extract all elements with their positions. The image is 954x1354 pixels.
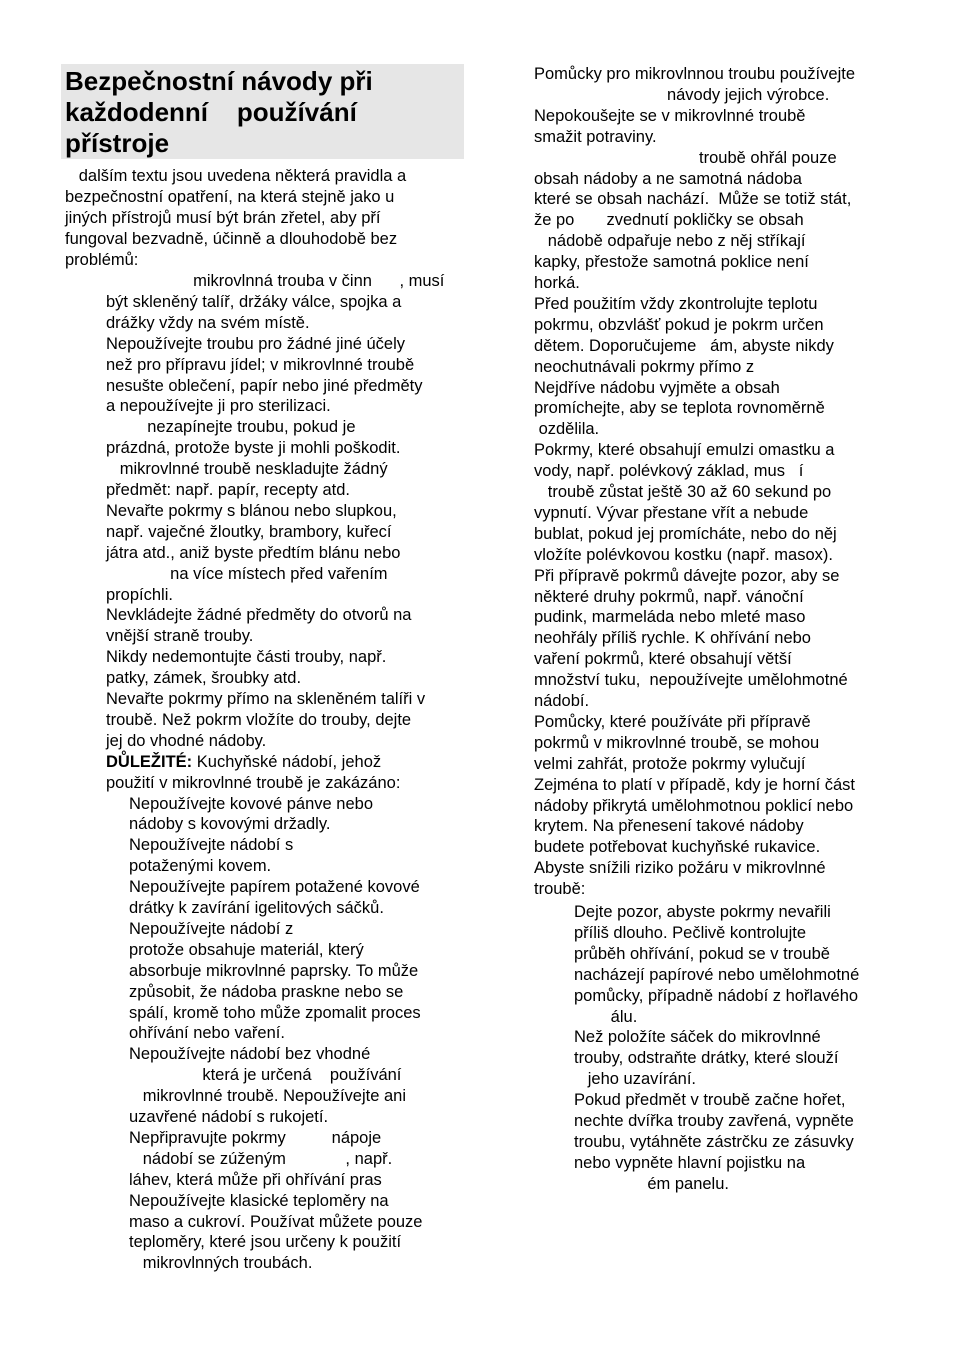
right-line: ozdělila. (534, 420, 600, 439)
list-item-line: např. vaječné žloutky, brambory, kuřecí (106, 522, 392, 541)
list-item-line: vnější straně trouby. (106, 627, 254, 646)
list-item-line: Nepoužívejte troubu pro žádné jiné účely (106, 334, 406, 353)
sub-item-line: mikrovlnné troubě. Nepoužívejte ani (129, 1087, 406, 1106)
right-line: neochutnávali pokrmy přímo z (534, 357, 755, 376)
important-line: použití v mikrovlnné troubě je zakázáno: (106, 773, 401, 792)
right-line: Při přípravě pokrmů dávejte pozor, aby se (534, 566, 840, 585)
sub-item-line: Nepoužívejte papírem potažené kovové (129, 878, 420, 897)
right-line: kapky, přestože samotná poklice není (534, 253, 809, 272)
sub-item-line: Nepřipravujte pokrmy nápoje (129, 1128, 382, 1147)
right-line: vložíte polévkovou kostku (např. masox). (534, 545, 833, 564)
list-item-line: nezapínejte troubu, pokud je (106, 418, 356, 437)
sub-item-line: maso a cukroví. Používat můžete pouze (129, 1212, 423, 1231)
right-line: pokrmu, obzvlášť pokud je pokrm určen (534, 315, 824, 334)
list-item-line: drážky vždy na svém místě. (106, 313, 310, 332)
list-item-line: na více místech před vařením (106, 564, 388, 583)
right-line: bublat, pokud jej promícháte, nebo do něj (534, 524, 837, 543)
right-line: obsah nádoby a ne samotná nádoba (534, 169, 802, 188)
right-line: krytem. Na přenesení takové nádoby (534, 817, 804, 836)
right-line: Nejdříve nádobu vyjměte a obsah (534, 378, 780, 397)
right-line: troubě zůstat ještě 30 až 60 sekund po (534, 483, 832, 501)
right-line: Před použitím vždy zkontrolujte teplotu (534, 294, 818, 313)
list-item-line: Nevařte pokrmy přímo na skleněném talíři v (106, 690, 426, 708)
right-line: dětem. Doporučujeme ám, abyste nikdy (534, 336, 834, 355)
important-label: DŮLEŽITÉ: (106, 752, 193, 771)
sub-item-line: láhev, která může při ohřívání pras (129, 1170, 382, 1189)
sub-item-line: protože obsahuje materiál, který (129, 940, 364, 959)
right-line: Nepokoušejte se v mikrovlnné troubě (534, 106, 806, 125)
right-line: budete potřebovat kuchyňské rukavice. (534, 838, 821, 857)
right-line: velmi zahřát, protože pokrmy vylučují (534, 754, 806, 773)
sub-item-line: teploměry, které jsou určeny k použití (129, 1233, 402, 1252)
sub-item-line: Nepoužívejte kovové pánve nebo (129, 794, 374, 813)
list-item-line: propíchli. (106, 585, 173, 604)
list-item-line: játra atd., aniž byste předtím blánu nebo (106, 543, 401, 562)
list-item-line: než pro přípravu jídel; v mikrovlnné troubě (106, 355, 415, 374)
right-line: nádobí. (534, 692, 590, 710)
list-item-line: nesušte oblečení, papír nebo jiné předměty (106, 376, 423, 395)
right-line: některé druhy pokrmů, např. vánoční (534, 587, 804, 606)
right-sub-item-line: nechte dvířka trouby zavřená, vypněte (574, 1112, 854, 1130)
heading-line: každodenní používání (65, 97, 357, 127)
right-line: promíchejte, aby se teplota rovnoměrně (534, 399, 825, 418)
list-item-line: mikrovlnné troubě neskladujte žádný (106, 460, 388, 479)
intro-line: fungoval bezvadně, účinně a dlouhodobě bez (65, 229, 398, 248)
intro-line: bezpečnostní opatření, na která stejně jako u (65, 187, 395, 206)
sub-item-line: Nepoužívejte nádobí z (129, 919, 294, 938)
right-line: vypnutí. Vývar přestane vřít a nebude (534, 503, 809, 522)
sub-item-line: drátky k zavírání igelitových sáčků. (129, 899, 384, 917)
right-line: Pomůcky, které používáte při přípravě (534, 712, 811, 731)
right-line: Zejména to platí v případě, kdy je horní část (534, 775, 856, 794)
right-line: neohřály příliš rychle. K ohřívání nebo (534, 629, 811, 648)
right-sub-item-line: pomůcky, případně nádobí z hořlavého (574, 986, 859, 1005)
right-line: množství tuku, nepoužívejte umělohmotné (534, 671, 848, 690)
important-note (106, 752, 381, 773)
sub-item-line: potaženými kovem. (129, 857, 272, 876)
heading-line: přístroje (65, 128, 170, 158)
right-line: které se obsah nachází. Může se totiž stát, (534, 190, 852, 209)
right-line: že po zvednutí pokličky se obsah (534, 211, 804, 230)
intro-line: dalším textu jsou uvedena některá pravidla a (65, 167, 407, 185)
sub-item-line: absorbuje mikrovlnné paprsky. To může (129, 961, 419, 980)
sub-item-line: Nepoužívejte klasické teploměry na (129, 1191, 389, 1210)
sub-item-line: způsobit, že nádoba praskne nebo se (129, 982, 404, 1001)
right-sub-item-line: průběh ohřívání, pokud se v troubě (574, 944, 830, 963)
sub-item-line: nádobí se zúženým , např. (129, 1149, 393, 1168)
list-item-line: Nikdy nedemontujte části trouby, např. (106, 648, 387, 667)
sub-item-line: mikrovlnných troubách. (129, 1254, 313, 1273)
right-line: nádobě odpařuje nebo z něj stříkají (534, 232, 806, 251)
right-line: troubě: (534, 880, 586, 899)
list-item-line: troubě. Než pokrm vložíte do trouby, dejte (106, 710, 412, 729)
heading-line: Bezpečnostní návody při (65, 66, 373, 96)
right-line: nádoby přikrytá umělohmotnou poklicí nebo (534, 796, 854, 815)
right-line: vaření pokrmů, které obsahují větší (534, 650, 792, 669)
right-sub-item-line: nacházejí papírové nebo umělohmotné (574, 965, 860, 984)
right-line: smažit potraviny. (534, 127, 657, 146)
list-item-line: patky, zámek, šroubky atd. (106, 669, 302, 688)
list-item-line: a nepoužívejte ji pro sterilizaci. (106, 397, 331, 416)
right-line: Pomůcky pro mikrovlnnou troubu používejte (534, 65, 855, 83)
right-line: pokrmů v mikrovlnné troubě, se mohou (534, 733, 820, 752)
sub-item-line: uzavřené nádobí s rukojetí. (129, 1108, 329, 1126)
right-line: návody jejich výrobce. (534, 85, 830, 104)
right-sub-item-line: příliš dlouho. Pečlivě kontrolujte (574, 923, 807, 942)
sub-item-line: Nepoužívejte nádobí bez vhodné (129, 1045, 371, 1064)
right-line: Pokrmy, které obsahují emulzi omastku a (534, 441, 835, 460)
list-item-line: být skleněný talíř, držáky válce, spojka a (106, 292, 402, 311)
right-sub-item-line: trouby, odstraňte drátky, které slouží (574, 1049, 839, 1068)
right-sub-item-line: Dejte pozor, abyste pokrmy nevařili (574, 903, 831, 921)
right-line: vody, např. polévkový základ, mus í (534, 462, 804, 481)
right-sub-item-line: troubu, vytáhněte zástrčku ze zásuvky (574, 1132, 854, 1151)
right-line: horká. (534, 274, 580, 292)
list-item-line: mikrovlnná trouba v činn , musí (106, 272, 445, 290)
intro-line: jiných přístrojů musí být brán zřetel, aby pří (65, 208, 381, 227)
right-sub-item-line: ém panelu. (574, 1174, 729, 1193)
list-item-line: prázdná, protože byste ji mohli poškodit. (106, 439, 401, 458)
right-sub-item-line: Než položíte sáček do mikrovlnné (574, 1028, 821, 1047)
right-line: Abyste snížili riziko požáru v mikrovlnné (534, 859, 826, 878)
right-sub-item-line: nebo vypněte hlavní pojistku na (574, 1153, 806, 1172)
sub-item-line: ohřívání nebo vaření. (129, 1024, 285, 1043)
sub-item-line: nádoby s kovovými držadly. (129, 815, 331, 834)
right-sub-item-line: álu. (574, 1007, 638, 1026)
right-sub-item-line: Pokud předmět v troubě začne hořet, (574, 1091, 846, 1110)
sub-item-line: spálí, kromě toho může zpomalit proces (129, 1003, 421, 1022)
sub-item-line: která je určená používání (129, 1066, 402, 1085)
list-item-line: Nevkládejte žádné předměty do otvorů na (106, 606, 412, 625)
list-item-line: předmět: např. papír, recepty atd. (106, 481, 350, 499)
right-line: troubě ohřál pouze (534, 148, 837, 167)
right-line: pudink, marmeláda nebo mleté maso (534, 608, 806, 627)
right-sub-item-line: jeho uzavírání. (574, 1070, 696, 1089)
important-text: Kuchyňské nádobí, jehož (192, 752, 382, 771)
list-item-line: jej do vhodné nádoby. (106, 731, 267, 750)
sub-item-line: Nepoužívejte nádobí s (129, 836, 294, 855)
list-item-line: Nevařte pokrmy s blánou nebo slupkou, (106, 501, 397, 520)
intro-line: problémů: (65, 250, 139, 269)
